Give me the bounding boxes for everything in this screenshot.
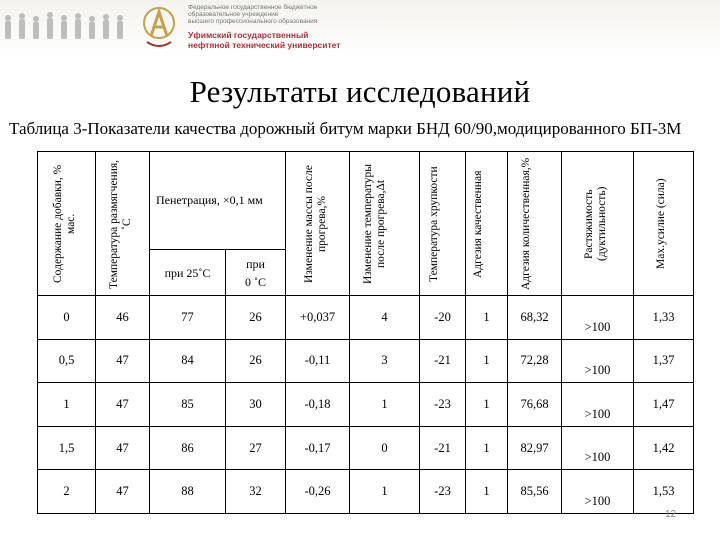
table-cell: -20 bbox=[420, 296, 466, 340]
table-cell: +0,037 bbox=[286, 296, 350, 340]
table-cell: 77 bbox=[150, 296, 226, 340]
table-cell: 2 bbox=[38, 470, 96, 514]
table-row bbox=[38, 296, 694, 340]
table-cell: 1 bbox=[466, 339, 508, 383]
university-name: Уфимский государственный нефтяной технический университет bbox=[188, 30, 341, 50]
table-row bbox=[38, 426, 694, 470]
table-cell: -23 bbox=[420, 383, 466, 427]
table-row bbox=[38, 339, 694, 383]
table-cell: 82,97 bbox=[508, 426, 562, 470]
table-cell: -0,17 bbox=[286, 426, 350, 470]
table-row bbox=[38, 470, 694, 514]
table-cell: 30 bbox=[226, 383, 286, 427]
table-cell: 3 bbox=[350, 339, 420, 383]
table-cell: >100 bbox=[562, 383, 634, 427]
table-cell: -0,11 bbox=[286, 339, 350, 383]
table-cell: 27 bbox=[226, 426, 286, 470]
table-cell: -0,26 bbox=[286, 470, 350, 514]
col-mass-change: Изменение массы после прогрева,% bbox=[286, 152, 350, 296]
col-additive: Содержание добавки, % мас. bbox=[38, 152, 96, 296]
table-cell: -0,18 bbox=[286, 383, 350, 427]
table-cell: 1 bbox=[466, 296, 508, 340]
table-cell: 1 bbox=[38, 383, 96, 427]
institution-text: Федеральное государственное бюджетное образовательное учреждение высшего профессионального образования bbox=[188, 4, 318, 26]
col-max-force: Мах.усилие (сила) bbox=[634, 152, 694, 296]
table-cell: >100 bbox=[562, 470, 634, 514]
header-row bbox=[38, 152, 694, 250]
table-cell: 1 bbox=[466, 426, 508, 470]
col-ductility: Растяжимость (дуктильность) bbox=[562, 152, 634, 296]
table-cell: 1,33 bbox=[634, 296, 694, 340]
col-penetration: Пенетрация, ×0,1 мм bbox=[150, 152, 286, 250]
table-cell: 86 bbox=[150, 426, 226, 470]
table-cell: 85 bbox=[150, 383, 226, 427]
results-table bbox=[37, 151, 694, 514]
page-number: 12 bbox=[665, 509, 677, 520]
table-cell: -23 bbox=[420, 470, 466, 514]
page-title: Результаты исследований bbox=[189, 74, 531, 109]
table-cell: -21 bbox=[420, 426, 466, 470]
table-cell: 68,32 bbox=[508, 296, 562, 340]
col-softening: Температура размягчения, ˚С bbox=[96, 152, 150, 296]
header-banner bbox=[0, 0, 720, 58]
table-cell: 46 bbox=[96, 296, 150, 340]
table-cell: 1,53 bbox=[634, 470, 694, 514]
table-cell: 0,5 bbox=[38, 339, 96, 383]
table-cell: 84 bbox=[150, 339, 226, 383]
table-caption: Таблица 3-Показатели качества дорожный битум марки БНД 60/90,модицированного БП-3М bbox=[9, 119, 682, 138]
table-cell: 1 bbox=[466, 470, 508, 514]
table-body bbox=[38, 296, 694, 514]
table-cell: 1 bbox=[350, 470, 420, 514]
table-cell: 47 bbox=[96, 383, 150, 427]
col-pen-25: при 25˚С bbox=[150, 250, 226, 296]
table-cell: 26 bbox=[226, 339, 286, 383]
col-fragility: Температура хрупкости bbox=[420, 152, 466, 296]
table-cell: >100 bbox=[562, 339, 634, 383]
table-cell: 47 bbox=[96, 470, 150, 514]
crowd-decoration-icon bbox=[0, 8, 140, 48]
col-temp-change: Изменение температуры после прогрева,Δt bbox=[350, 152, 420, 296]
table-cell: 72,28 bbox=[508, 339, 562, 383]
table-cell: 32 bbox=[226, 470, 286, 514]
table-cell: >100 bbox=[562, 296, 634, 340]
table-cell: 0 bbox=[38, 296, 96, 340]
table-cell: 1 bbox=[350, 383, 420, 427]
col-adhesion-quantity: Адгезия количественная,% bbox=[508, 152, 562, 296]
table-cell: 1,5 bbox=[38, 426, 96, 470]
table-cell: 0 bbox=[350, 426, 420, 470]
table-cell: 88 bbox=[150, 470, 226, 514]
table-cell: 1,42 bbox=[634, 426, 694, 470]
table-row bbox=[38, 383, 694, 427]
table-cell: 76,68 bbox=[508, 383, 562, 427]
table-cell: 1 bbox=[466, 383, 508, 427]
col-pen-0: при 0 ˚С bbox=[226, 250, 286, 296]
table-cell: 4 bbox=[350, 296, 420, 340]
table-cell: 1,37 bbox=[634, 339, 694, 383]
table-cell: -21 bbox=[420, 339, 466, 383]
table-cell: 47 bbox=[96, 339, 150, 383]
table-cell: >100 bbox=[562, 426, 634, 470]
table-cell: 85,56 bbox=[508, 470, 562, 514]
university-logo-icon bbox=[141, 6, 177, 48]
col-adhesion-quality: Адгезия качественная bbox=[466, 152, 508, 296]
table-cell: 47 bbox=[96, 426, 150, 470]
table-cell: 26 bbox=[226, 296, 286, 340]
table-cell: 1,47 bbox=[634, 383, 694, 427]
